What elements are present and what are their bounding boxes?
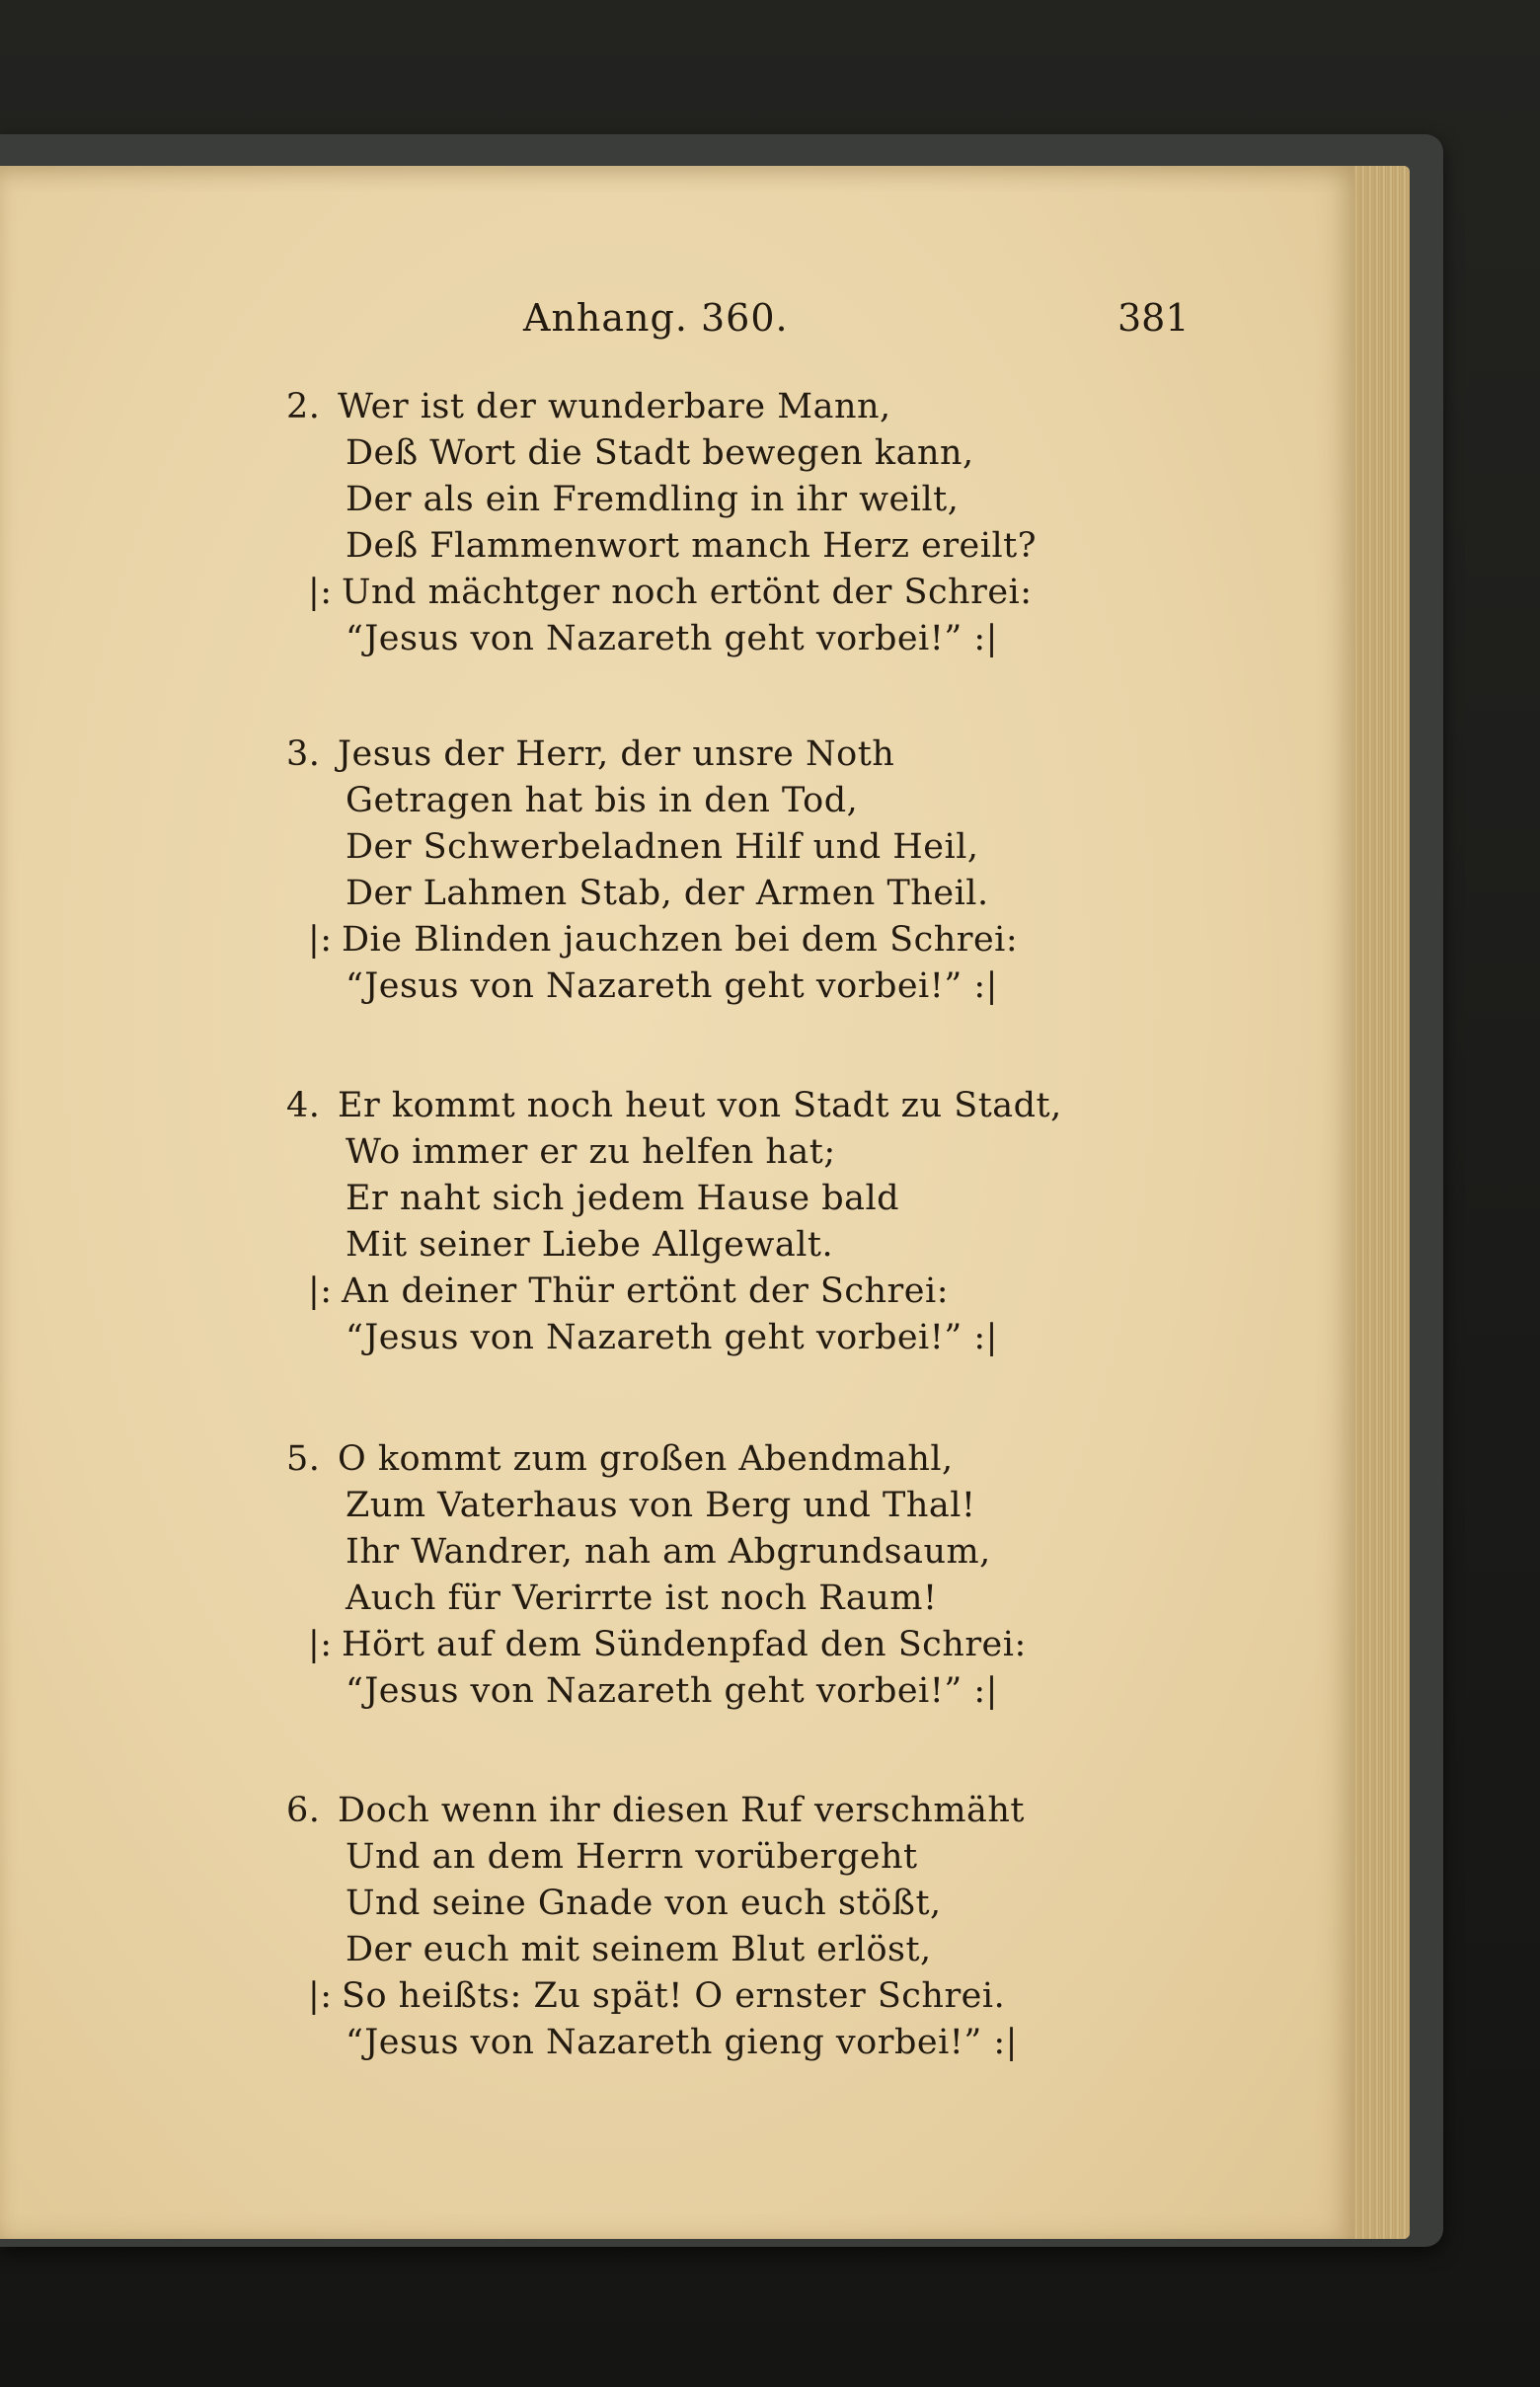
- repeat-mark: |:: [308, 1271, 333, 1311]
- line-text: Und an dem Herrn vorübergeht: [346, 1837, 918, 1877]
- repeat-mark: |:: [308, 1976, 333, 2016]
- refrain-line: [286, 1318, 1076, 1364]
- line-text: Und mächtger noch ertönt der Schrei:: [342, 573, 1033, 612]
- stanza-line: [286, 433, 1076, 480]
- line-text: Der euch mit seinem Blut erlöst,: [346, 1930, 932, 1969]
- stanza-line: [286, 1086, 1076, 1132]
- line-text: “Jesus von Nazareth gieng vorbei!” :|: [346, 2023, 1018, 2062]
- stanza-line: [286, 1179, 1076, 1225]
- line-text: Deß Wort die Stadt bewegen kann,: [346, 433, 974, 473]
- refrain-line: [286, 573, 1076, 619]
- line-text: Wo immer er zu helfen hat;: [346, 1132, 836, 1172]
- stanza-number: 3.: [286, 734, 321, 774]
- stanza-3: [286, 734, 1076, 1013]
- line-text: Doch wenn ihr diesen Ruf verschmäht: [338, 1791, 1025, 1830]
- stanza-number: 4.: [286, 1086, 321, 1125]
- repeat-mark: |:: [308, 573, 333, 612]
- line-text: Der als ein Fremdling in ihr weilt,: [346, 480, 960, 519]
- stanza-line: [286, 1884, 1076, 1930]
- line-text: An deiner Thür ertönt der Schrei:: [342, 1271, 949, 1311]
- stanza-line: [286, 874, 1076, 920]
- running-header: Anhang. 360.: [523, 296, 789, 340]
- stanza-line: [286, 1791, 1076, 1837]
- line-text: “Jesus von Nazareth geht vorbei!” :|: [346, 966, 998, 1006]
- line-text: So heißts: Zu spät! O ernster Schrei.: [342, 1976, 1006, 2016]
- line-text: Auch für Verirrte ist noch Raum!: [346, 1578, 938, 1618]
- stanza-line: [286, 1532, 1076, 1578]
- line-text: Er kommt noch heut von Stadt zu Stadt,: [338, 1086, 1062, 1125]
- stanza-line: [286, 734, 1076, 781]
- stanza-line: [286, 1837, 1076, 1884]
- stanza-line: [286, 1132, 1076, 1179]
- line-text: Er naht sich jedem Hause bald: [346, 1179, 900, 1218]
- line-text: Der Lahmen Stab, der Armen Theil.: [346, 874, 989, 913]
- stanza-number: 2.: [286, 387, 321, 426]
- line-text: Zum Vaterhaus von Berg und Thal!: [346, 1486, 976, 1525]
- stanza-line: [286, 387, 1076, 433]
- line-text: Mit seiner Liebe Allgewalt.: [346, 1225, 834, 1265]
- refrain-line: [286, 2023, 1076, 2069]
- stanza-line: [286, 1930, 1076, 1976]
- refrain-line: [286, 1271, 1076, 1318]
- stanza-line: [286, 1225, 1076, 1271]
- stanza-line: [286, 1578, 1076, 1625]
- stanza-number: 6.: [286, 1791, 321, 1830]
- page-number: 381: [1117, 296, 1190, 340]
- line-text: “Jesus von Nazareth geht vorbei!” :|: [346, 619, 998, 658]
- refrain-line: [286, 1671, 1076, 1718]
- line-text: Ihr Wandrer, nah am Abgrundsaum,: [346, 1532, 991, 1572]
- stanza-line: [286, 781, 1076, 827]
- stanza-5: [286, 1439, 1076, 1718]
- stanza-line: [286, 827, 1076, 874]
- line-text: Deß Flammenwort manch Herz ereilt?: [346, 526, 1037, 566]
- stanza-2: [286, 387, 1076, 665]
- refrain-line: [286, 1976, 1076, 2023]
- line-text: Hört auf dem Sündenpfad den Schrei:: [342, 1625, 1027, 1664]
- repeat-mark: |:: [308, 1625, 333, 1664]
- refrain-line: [286, 619, 1076, 665]
- line-text: “Jesus von Nazareth geht vorbei!” :|: [346, 1671, 998, 1711]
- refrain-line: [286, 1625, 1076, 1671]
- refrain-line: [286, 920, 1076, 966]
- stanza-4: [286, 1086, 1076, 1364]
- repeat-mark: |:: [308, 920, 333, 960]
- line-text: Die Blinden jauchzen bei dem Schrei:: [342, 920, 1019, 960]
- line-text: Jesus der Herr, der unsre Noth: [338, 734, 895, 774]
- stanza-6: [286, 1791, 1076, 2069]
- stanza-number: 5.: [286, 1439, 321, 1479]
- line-text: O kommt zum großen Abendmahl,: [338, 1439, 954, 1479]
- line-text: Der Schwerbeladnen Hilf und Heil,: [346, 827, 979, 867]
- line-text: Getragen hat bis in den Tod,: [346, 781, 859, 820]
- line-text: Wer ist der wunderbare Mann,: [338, 387, 891, 426]
- line-text: “Jesus von Nazareth geht vorbei!” :|: [346, 1318, 998, 1357]
- stanza-line: [286, 1486, 1076, 1532]
- line-text: Und seine Gnade von euch stößt,: [346, 1884, 942, 1923]
- refrain-line: [286, 966, 1076, 1013]
- stanza-line: [286, 526, 1076, 573]
- stanza-line: [286, 1439, 1076, 1486]
- stanza-line: [286, 480, 1076, 526]
